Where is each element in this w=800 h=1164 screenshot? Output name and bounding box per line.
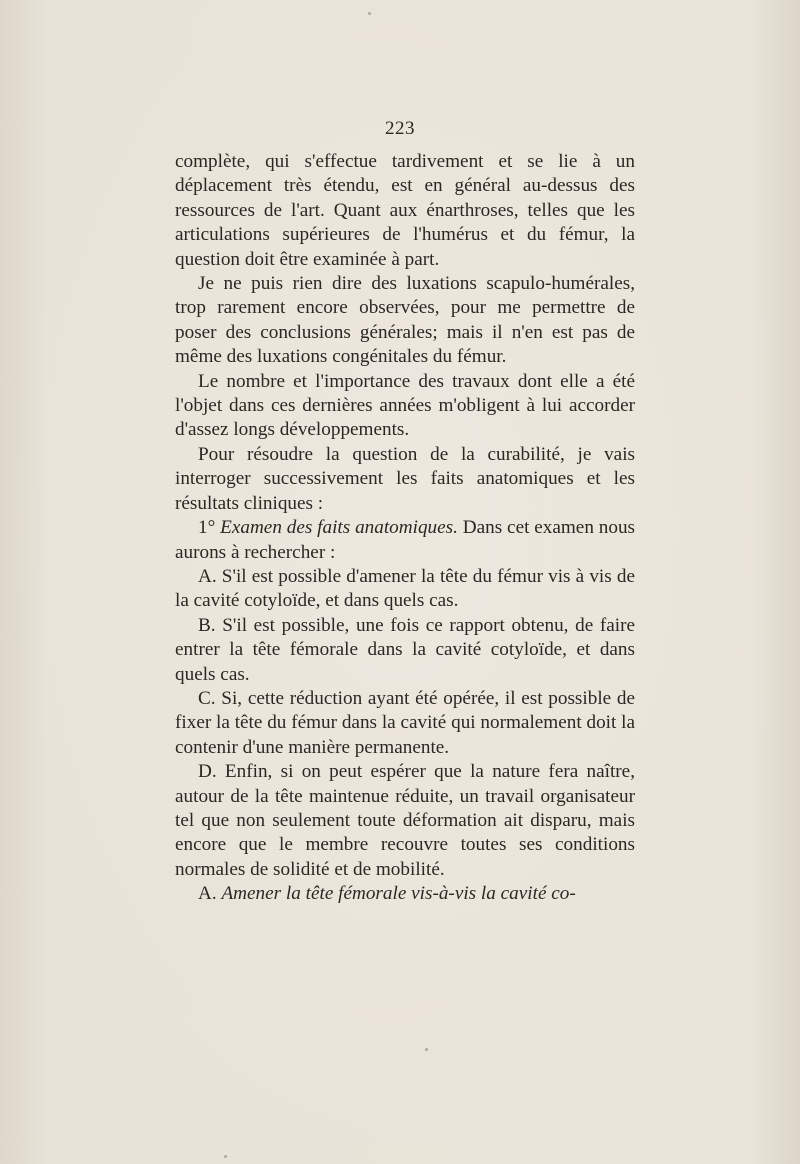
paper-speck: [425, 1048, 428, 1051]
paragraph: complète, qui s'effectue tardivement et se lie à un déplacement très étendu, est en général au-dessus des ressources de l'art. Quant aux énarthroses, telles que les articulations supérieures de l'humérus et du fémur, la question doit être examinée à part.: [175, 151, 635, 270]
section-intro: Dans cet examen nous aurons à rechercher :: [175, 517, 636, 563]
page-number: 223: [385, 118, 415, 139]
body-text: [175, 150, 635, 907]
final-letter: A.: [198, 883, 217, 905]
section-heading: [175, 516, 635, 565]
section-number: 1°: [198, 517, 216, 539]
paper-speck: [224, 1155, 227, 1158]
paper-speck: [368, 12, 371, 15]
final-italic-text: Amener la tête fémorale vis-à-vis la cavité co-: [221, 883, 576, 905]
list-item: B. S'il est possible, une fois ce rapport obtenu, de faire entrer la tête fémorale dans la cavité cotyloïde, et dans quels cas.: [175, 614, 635, 685]
paragraph: Pour résoudre la question de la curabilité, je vais interroger successivement les faits anatomiques et les résultats cliniques :: [175, 443, 635, 514]
final-line: [175, 882, 635, 906]
section-title: Examen des faits anatomiques.: [220, 517, 458, 539]
list-item: D. Enfin, si on peut espérer que la nature fera naître, autour de la tête maintenue réduite, un travail organisateur tel que non seulement toute déformation ait disparu, mais encore que le membre recouvre toutes ses conditions normales de solidité et de mobilité.: [175, 761, 635, 880]
paragraph: Le nombre et l'importance des travaux dont elle a été l'objet dans ces dernières années m'obligent à lui accorder d'assez longs développements.: [175, 370, 635, 441]
list-item: A. S'il est possible d'amener la tête du fémur vis à vis de la cavité cotyloïde, et dans quels cas.: [175, 565, 635, 612]
list-item: C. Si, cette réduction ayant été opérée, il est possible de fixer la tête du fémur dans la cavité qui normalement doit la contenir d'une manière permanente.: [175, 687, 635, 758]
paragraph: Je ne puis rien dire des luxations scapulo-humérales, trop rarement encore observées, pour me permettre de poser des conclusions générales; mais il n'en est pas de même des luxations congénitales du fémur.: [175, 273, 635, 368]
